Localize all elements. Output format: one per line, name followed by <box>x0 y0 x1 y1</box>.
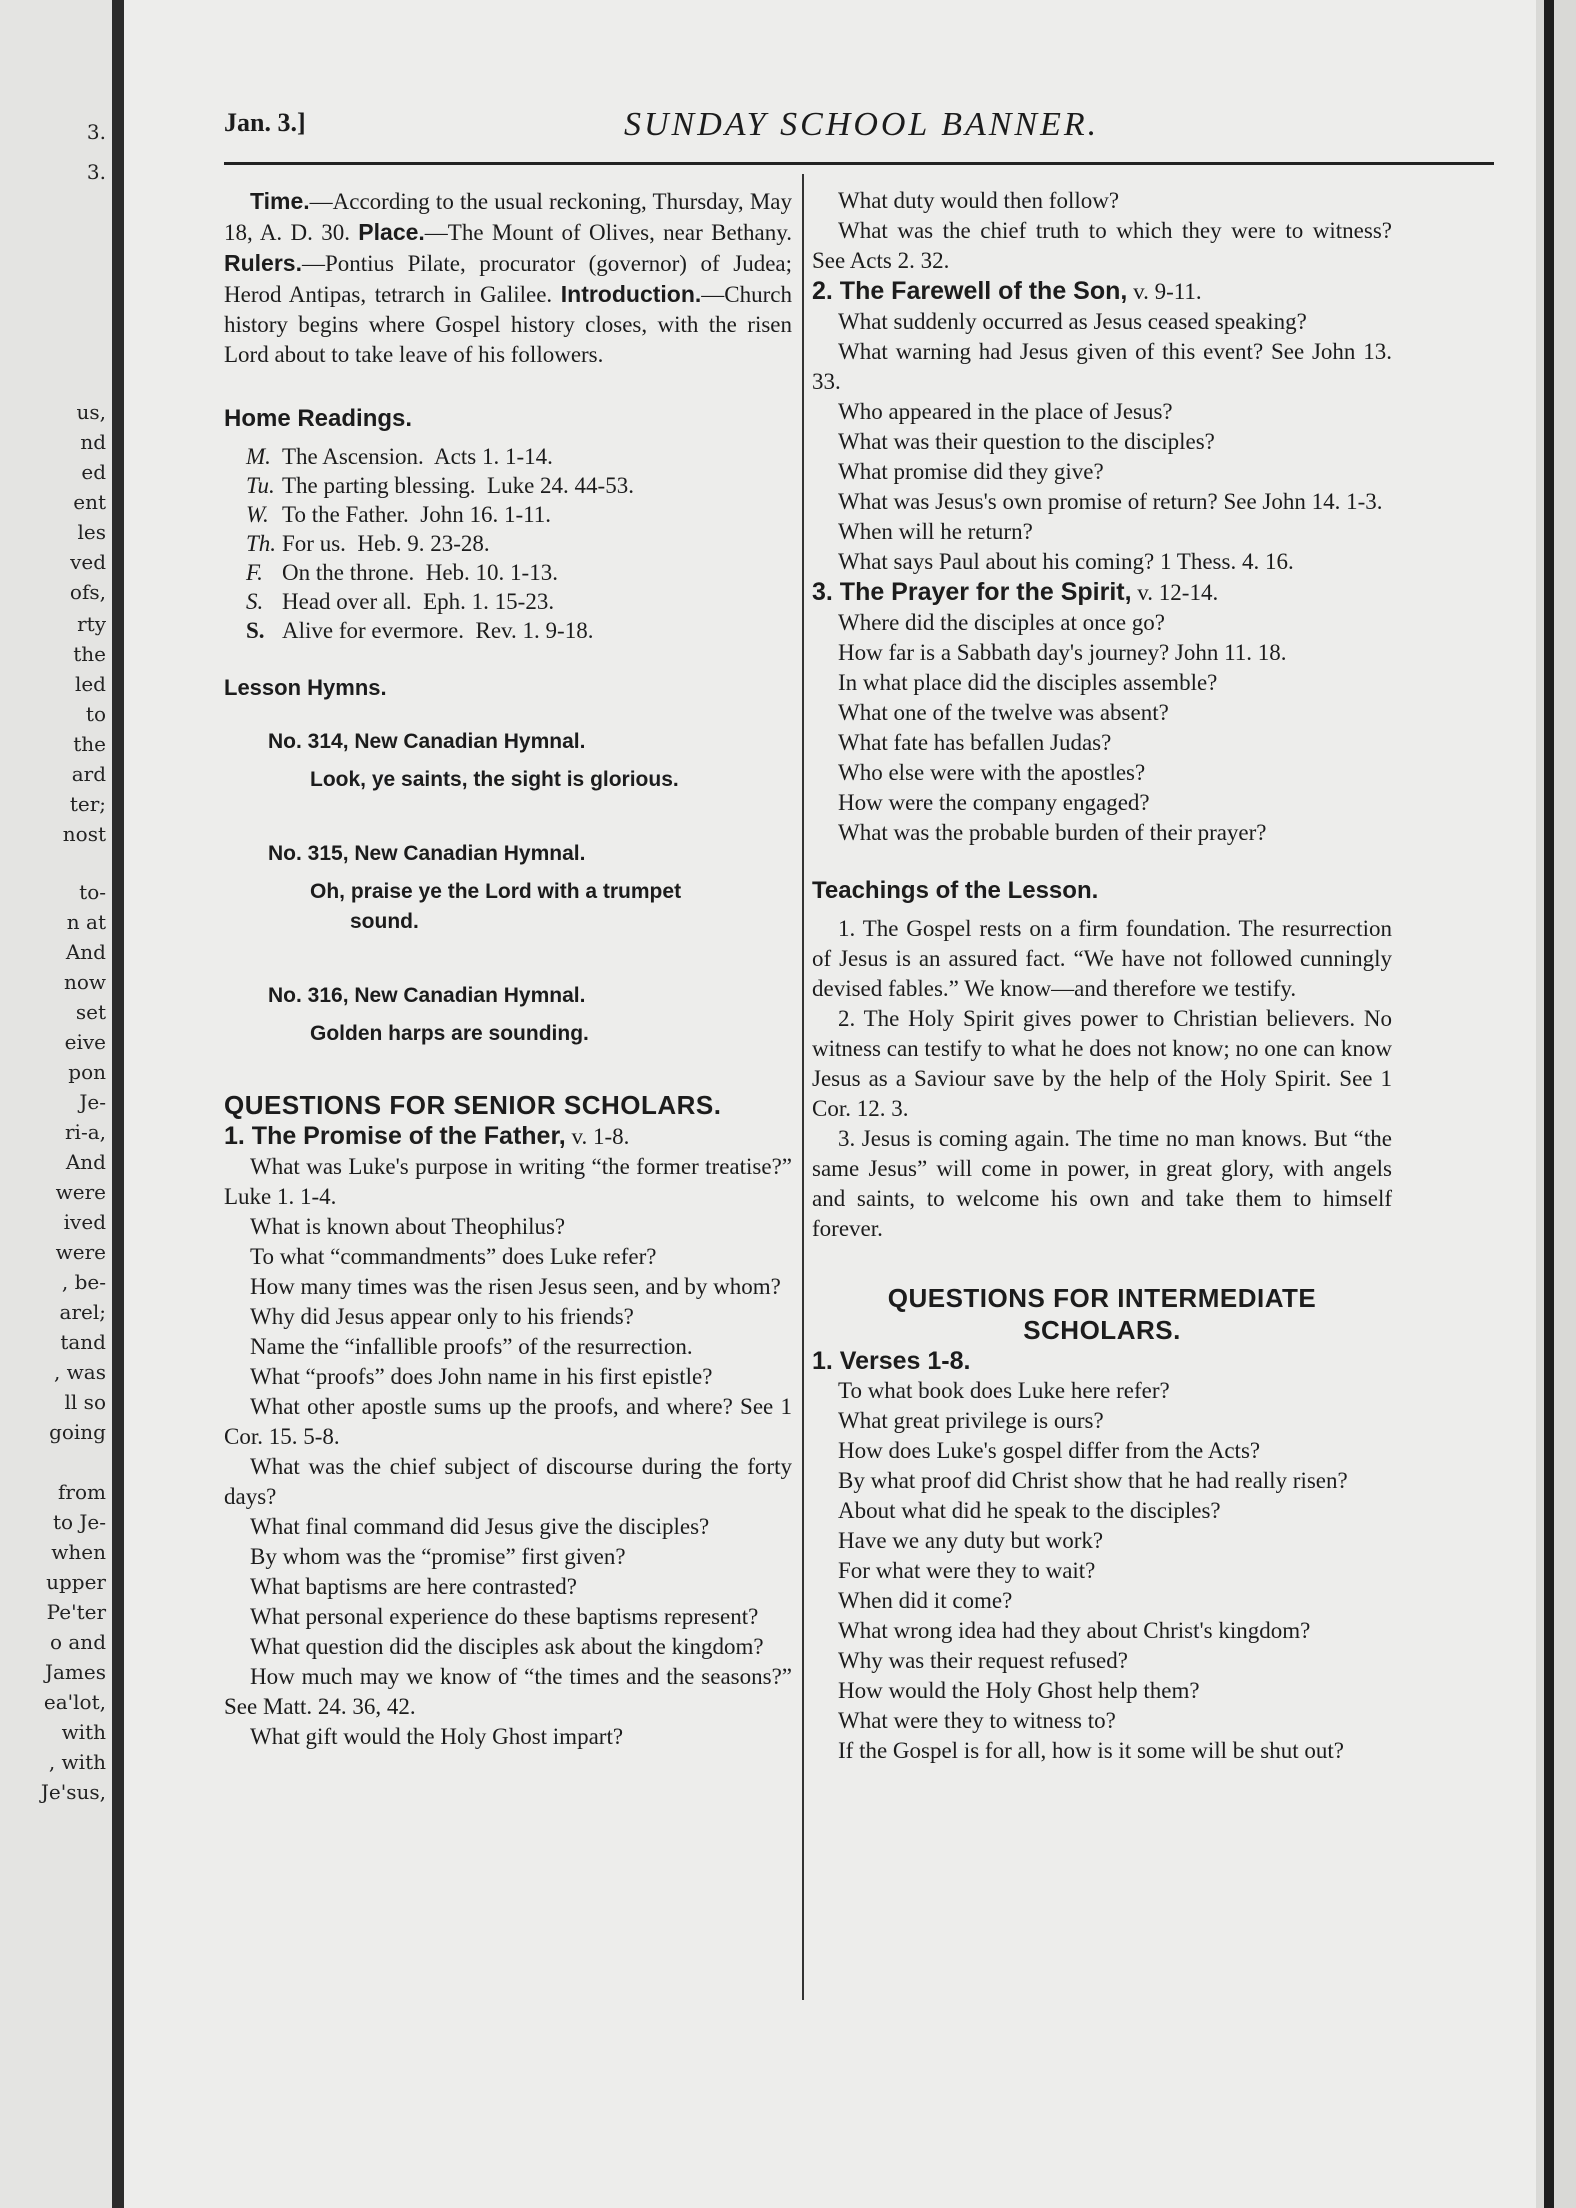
section-verse: v. 9-11. <box>1127 279 1202 304</box>
newspaper-page <box>124 0 1536 2208</box>
publication-title: SUNDAY SCHOOL BANNER. <box>624 106 1100 143</box>
facing-page-edge <box>0 0 112 2208</box>
column-divider <box>802 174 804 2000</box>
question: What great privilege is ours? <box>838 1408 1104 1433</box>
facing-page-text-fragment: arel; <box>59 1300 106 1324</box>
facing-page-text-fragment: Je'sus, <box>40 1780 106 1804</box>
facing-page-text-fragment: to <box>85 702 106 726</box>
section-title: 3. The Prayer for the Spirit, <box>812 578 1132 606</box>
section-heading <box>224 1121 792 1152</box>
facing-page-text-fragment: now <box>63 970 106 994</box>
senior-section2-questions <box>812 307 1392 577</box>
facing-page-text-fragment: the <box>73 732 106 756</box>
question: To what book does Luke here refer? <box>838 1378 1170 1403</box>
question: What warning had Jesus given of this event? See John 13. 33. <box>812 339 1392 394</box>
facing-page-text-fragment: ed <box>81 460 106 484</box>
reading-text: On the throne. Heb. 10. 1-13. <box>282 560 558 585</box>
facing-page-text-fragment: nost <box>62 822 106 846</box>
reading-day: Th. <box>246 531 277 556</box>
reading-day: S. <box>246 589 264 614</box>
facing-page-text-fragment: were <box>55 1240 106 1264</box>
facing-page-text-fragment: 3. <box>86 160 106 184</box>
section-heading <box>812 276 1392 307</box>
question: When will he return? <box>838 519 1033 544</box>
reading-item <box>224 587 792 616</box>
facing-page-text-fragment: James <box>44 1660 106 1684</box>
facing-page-text-fragment: n at <box>66 910 106 934</box>
reading-item <box>224 442 792 471</box>
facing-page-text-fragment: And <box>65 1150 106 1174</box>
facing-page-text-fragment: ived <box>63 1210 106 1234</box>
facing-page-text-fragment: Je- <box>79 1090 106 1114</box>
reading-text: The Ascension. Acts 1. 1-14. <box>282 444 553 469</box>
question: What says Paul about his coming? 1 Thess. 4. 16. <box>838 549 1294 574</box>
place-label: Place. <box>358 219 425 245</box>
question: By whom was the “promise” first given? <box>250 1544 626 1569</box>
reading-text: Head over all. Eph. 1. 15-23. <box>282 589 555 614</box>
reading-item <box>224 500 792 529</box>
question: What suddenly occurred as Jesus ceased speaking? <box>838 309 1307 334</box>
facing-page-text-fragment: ent <box>73 490 106 514</box>
question: What “proofs” does John name in his first epistle? <box>250 1364 713 1389</box>
teaching-paragraph: 1. The Gospel rests on a firm foundation. The resurrection of Jesus is an assured fact. “We have not followed cunningly devised fables.” We know—and therefore we testify. <box>812 916 1392 1001</box>
facing-page-text-fragment: ter; <box>69 792 106 816</box>
facing-page-text-fragment: ri-a, <box>65 1120 106 1144</box>
question: How were the company engaged? <box>838 790 1150 815</box>
teachings-paragraphs <box>812 914 1392 1244</box>
teaching-paragraph: 3. Jesus is coming again. The time no man knows. But “the same Jesus” will come in power, in great glory, with angels and saints, to welcome his own and take them to himself forever. <box>812 1126 1392 1241</box>
question: What gift would the Holy Ghost impart? <box>250 1724 624 1749</box>
hymn-number: No. 315, New Canadian Hymnal. <box>268 842 586 865</box>
question: What one of the twelve was absent? <box>838 700 1169 725</box>
facing-page-text-fragment: ofs, <box>69 580 106 604</box>
question: What duty would then follow? <box>838 188 1120 213</box>
issue-date: Jan. 3.] <box>224 108 306 137</box>
question: Where did the disciples at once go? <box>838 610 1165 635</box>
question: What was Luke's purpose in writing “the former treatise?” Luke 1. 1-4. <box>224 1154 792 1209</box>
facing-page-text-fragment: ard <box>71 762 106 786</box>
reading-item <box>224 529 792 558</box>
question: What was the chief truth to which they were to witness? See Acts 2. 32. <box>812 218 1392 273</box>
time-text: —According to the usual reckoning, Thursday, May 18, A. D. 30. <box>224 189 792 245</box>
question: Why was their request refused? <box>838 1648 1128 1673</box>
question: What was their question to the disciples? <box>838 429 1215 454</box>
left-column <box>224 186 792 1752</box>
facing-page-text-fragment: with <box>61 1720 106 1744</box>
intermediate-heading-line2: SCHOLARS. <box>1023 1315 1181 1345</box>
reading-day: Tu. <box>246 473 275 498</box>
question: Who else were with the apostles? <box>838 760 1146 785</box>
facing-page-text-fragment: ll so <box>64 1390 106 1414</box>
facing-page-text-fragment: And <box>65 940 106 964</box>
section-verse: v. 1-8. <box>565 1124 630 1149</box>
facing-page-text-fragment: nd <box>80 430 106 454</box>
question: What fate has befallen Judas? <box>838 730 1112 755</box>
place-text: —The Mount of Olives, near Bethany. <box>424 220 793 245</box>
section-verse: v. 12-14. <box>1131 580 1219 605</box>
question: By what proof did Christ show that he had really risen? <box>838 1468 1348 1493</box>
facing-page-text-fragment: , with <box>48 1750 106 1774</box>
facing-page-text-fragment: ved <box>70 550 106 574</box>
facing-page-text-fragment: rty <box>77 612 106 636</box>
page-edge <box>1536 0 1576 2208</box>
question: How much may we know of “the times and the seasons?” See Matt. 24. 36, 42. <box>224 1664 792 1719</box>
facing-page-text-fragment: going <box>49 1420 106 1444</box>
facing-page-text-fragment: were <box>55 1180 106 1204</box>
reading-item <box>224 471 792 500</box>
question: In what place did the disciples assemble? <box>838 670 1218 695</box>
reading-text: To the Father. John 16. 1-11. <box>282 502 552 527</box>
hymn-first-line: Golden harps are sounding. <box>310 1022 589 1045</box>
teachings-heading: Teachings of the Lesson. <box>812 877 1099 904</box>
question: How far is a Sabbath day's journey? John 11. 18. <box>838 640 1287 665</box>
senior-questions-heading: QUESTIONS FOR SENIOR SCHOLARS. <box>224 1090 722 1120</box>
facing-page-text-fragment: les <box>77 520 106 544</box>
facing-page-text-fragment: to- <box>79 880 106 904</box>
question: What is known about Theophilus? <box>250 1214 566 1239</box>
question: What was the probable burden of their prayer? <box>838 820 1267 845</box>
introduction-text: —Church history begins where Gospel history closes, with the risen Lord about to take leave of his followers. <box>224 282 792 367</box>
header-rule <box>224 162 1494 165</box>
question: How does Luke's gospel differ from the Acts? <box>838 1438 1261 1463</box>
running-head <box>224 108 1492 156</box>
reading-day: S. <box>246 618 265 643</box>
reading-text: Alive for evermore. Rev. 1. 9-18. <box>282 618 594 643</box>
question: What wrong idea had they about Christ's kingdom? <box>838 1618 1311 1643</box>
facing-page-text-fragment: led <box>74 672 106 696</box>
facing-page-text-fragment: set <box>75 1000 106 1024</box>
question: Who appeared in the place of Jesus? <box>838 399 1173 424</box>
hymn-number: No. 314, New Canadian Hymnal. <box>268 730 586 753</box>
question: What baptisms are here contrasted? <box>250 1574 577 1599</box>
time-label: Time. <box>250 188 310 214</box>
question: When did it come? <box>838 1588 1013 1613</box>
question: About what did he speak to the disciples? <box>838 1498 1221 1523</box>
lesson-hymns-heading: Lesson Hymns. <box>224 675 387 700</box>
hymn-first-line: Oh, praise ye the Lord with a trumpet <box>310 880 682 903</box>
facing-page-text-fragment: , was <box>53 1360 106 1384</box>
facing-page-text-fragment: 3. <box>86 120 106 144</box>
facing-page-text-fragment: when <box>51 1540 106 1564</box>
question: Why did Jesus appear only to his friends? <box>250 1304 634 1329</box>
reading-item <box>224 616 792 645</box>
question: To what “commandments” does Luke refer? <box>250 1244 657 1269</box>
question: What final command did Jesus give the disciples? <box>250 1514 710 1539</box>
facing-page-text-fragment: the <box>73 642 106 666</box>
hymn-first-line: Look, ye saints, the sight is glorious. <box>310 768 679 791</box>
facing-page-text-fragment: ea'lot, <box>43 1690 106 1714</box>
hymn-entry <box>224 839 792 937</box>
question: If the Gospel is for all, how is it some will be shut out? <box>838 1738 1344 1763</box>
home-readings-list <box>224 442 792 645</box>
question: Have we any duty but work? <box>838 1528 1104 1553</box>
hymn-entry <box>224 727 792 795</box>
question: What other apostle sums up the proofs, and where? See 1 Cor. 15. 5-8. <box>224 1394 792 1449</box>
senior-section1-questions <box>224 1152 792 1752</box>
hymn-entry <box>224 981 792 1049</box>
teaching-paragraph: 2. The Holy Spirit gives power to Christian believers. No witness can testify to what he does not know; no one can know Jesus as a Saviour save by the help of the Holy Spirit. See 1 Cor. 12. 3. <box>812 1006 1392 1121</box>
facing-page-text-fragment: o and <box>49 1630 106 1654</box>
section-title: 1. The Promise of the Father, <box>224 1122 566 1150</box>
facing-page-text-fragment: us, <box>76 400 106 424</box>
reading-day: M. <box>246 444 271 469</box>
introduction-label: Introduction. <box>560 281 702 307</box>
section-title: 2. The Farewell of the Son, <box>812 277 1128 305</box>
facing-page-text-fragment: to Je- <box>52 1510 106 1534</box>
question: What was Jesus's own promise of return? See John 14. 1-3. <box>838 489 1383 514</box>
intro-paragraph <box>224 186 792 370</box>
facing-page-text-fragment: eive <box>64 1030 106 1054</box>
facing-page-text-fragment: from <box>58 1480 106 1504</box>
right-column <box>812 186 1392 1766</box>
question: How would the Holy Ghost help them? <box>838 1678 1200 1703</box>
section-heading <box>812 577 1392 608</box>
question: Name the “infallible proofs” of the resurrection. <box>250 1334 693 1359</box>
reading-day: F. <box>246 560 263 585</box>
intermediate-questions <box>812 1376 1392 1766</box>
question: What question did the disciples ask about the kingdom? <box>250 1634 764 1659</box>
home-readings-heading: Home Readings. <box>224 405 413 432</box>
reading-day: W. <box>246 502 269 527</box>
reading-item <box>224 558 792 587</box>
question: What was the chief subject of discourse during the forty days? <box>224 1454 792 1509</box>
hymn-first-line-cont: sound. <box>350 910 419 933</box>
facing-page-text-fragment: Pe'ter <box>46 1600 106 1624</box>
question: What promise did they give? <box>838 459 1104 484</box>
question: What were they to witness to? <box>838 1708 1116 1733</box>
senior-section1-continued <box>812 186 1392 276</box>
facing-page-text-fragment: , be- <box>61 1270 106 1294</box>
facing-page-text-fragment: upper <box>46 1570 106 1594</box>
question: What personal experience do these baptisms represent? <box>250 1604 759 1629</box>
reading-text: The parting blessing. Luke 24. 44-53. <box>282 473 634 498</box>
intermediate-heading: QUESTIONS FOR INTERMEDIATE <box>887 1283 1317 1313</box>
question: How many times was the risen Jesus seen, and by whom? <box>250 1274 781 1299</box>
facing-page-text-fragment: tand <box>60 1330 106 1354</box>
hymn-number: No. 316, New Canadian Hymnal. <box>268 984 586 1007</box>
facing-page-text-fragment: pon <box>68 1060 106 1084</box>
rulers-label: Rulers. <box>224 250 302 276</box>
senior-section3-questions <box>812 608 1392 848</box>
book-gutter <box>112 0 124 2208</box>
reading-text: For us. Heb. 9. 23-28. <box>282 531 490 556</box>
section-title: 1. Verses 1-8. <box>812 1347 971 1375</box>
question: For what were they to wait? <box>838 1558 1096 1583</box>
rulers-text: —Pontius Pilate, procurator (governor) of Judea; Herod Antipas, tetrarch in Galilee. <box>224 251 792 307</box>
